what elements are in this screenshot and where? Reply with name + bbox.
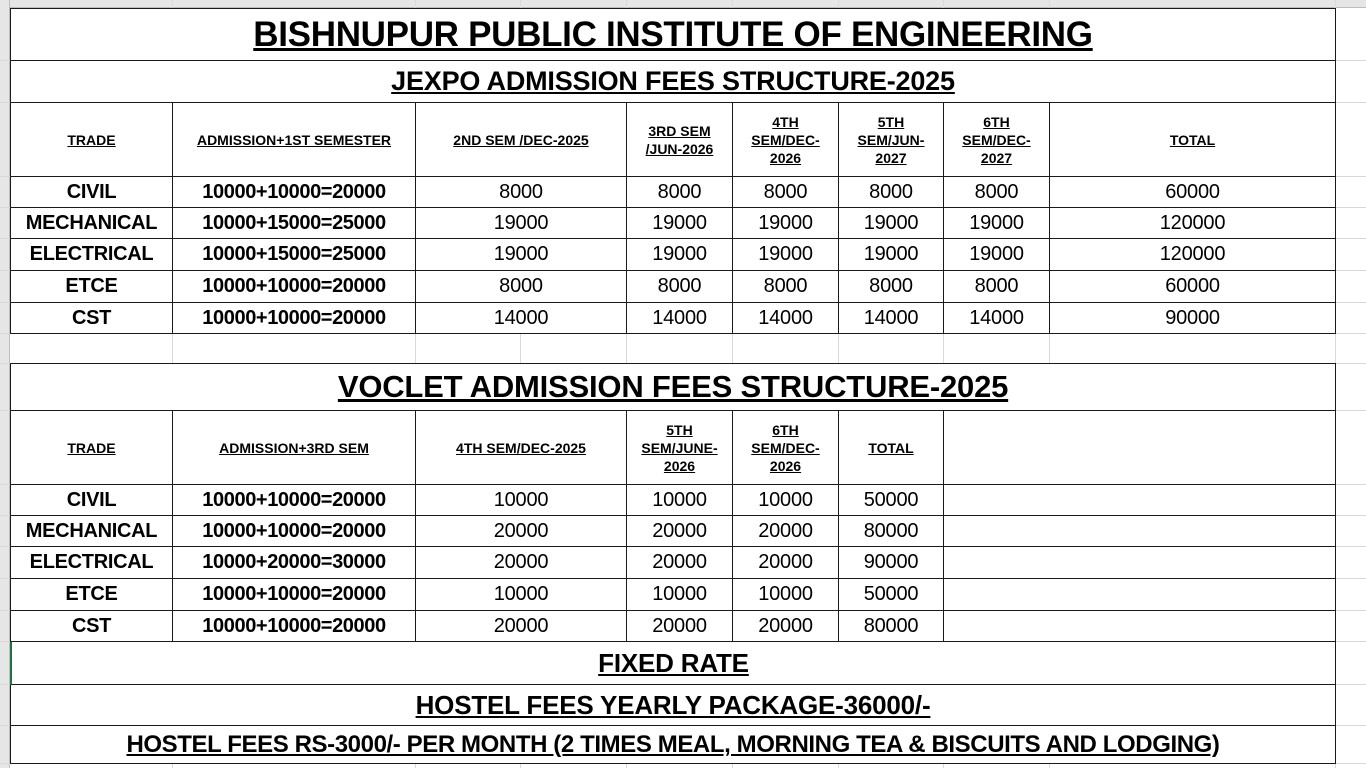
empty-cell[interactable] <box>944 411 1336 485</box>
empty-cell[interactable] <box>944 547 1336 579</box>
sem4-cell[interactable]: 10000 <box>416 579 627 611</box>
trade-cell[interactable]: ELECTRICAL <box>10 239 173 271</box>
jexpo-header-admission[interactable]: ADMISSION+1ST SEMESTER <box>173 103 416 177</box>
jexpo-header-sem6[interactable]: 6TH SEM/DEC-2027 <box>944 103 1050 177</box>
voclet-header-admission[interactable]: ADMISSION+3RD SEM <box>173 411 416 485</box>
hostel-monthly-note[interactable]: HOSTEL FEES RS-3000/- PER MONTH (2 TIMES MEAL, MORNING TEA & BISCUITS AND LODGING) <box>10 726 1336 764</box>
empty-cell[interactable] <box>944 516 1336 547</box>
institute-title[interactable]: BISHNUPUR PUBLIC INSTITUTE OF ENGINEERING <box>10 8 1336 61</box>
total-cell[interactable]: 90000 <box>1050 303 1336 334</box>
trade-cell[interactable]: ELECTRICAL <box>10 547 173 579</box>
jexpo-header-sem2[interactable]: 2ND SEM /DEC-2025 <box>416 103 627 177</box>
voclet-header-total[interactable]: TOTAL <box>839 411 944 485</box>
sem4-cell[interactable]: 19000 <box>733 208 839 239</box>
empty-cell[interactable] <box>944 579 1336 611</box>
sem6-cell[interactable]: 19000 <box>944 239 1050 271</box>
sem4-cell[interactable]: 14000 <box>733 303 839 334</box>
trade-cell[interactable]: CIVIL <box>10 177 173 208</box>
jexpo-header-trade[interactable]: TRADE <box>10 103 173 177</box>
sem4-cell[interactable]: 19000 <box>733 239 839 271</box>
voclet-header-sem5[interactable]: 5TH SEM/JUNE-2026 <box>627 411 733 485</box>
empty-cell[interactable] <box>944 485 1336 516</box>
sem3-cell[interactable]: 19000 <box>627 239 733 271</box>
total-cell[interactable]: 50000 <box>839 579 944 611</box>
voclet-section-title[interactable]: VOCLET ADMISSION FEES STRUCTURE-2025 <box>10 363 1336 411</box>
sem2-cell[interactable]: 19000 <box>416 239 627 271</box>
sem6-cell[interactable]: 10000 <box>733 485 839 516</box>
sem3-cell[interactable]: 14000 <box>627 303 733 334</box>
total-cell[interactable]: 50000 <box>839 485 944 516</box>
sem2-cell[interactable]: 19000 <box>416 208 627 239</box>
admission-cell[interactable]: 10000+10000=20000 <box>173 271 416 303</box>
sem5-cell[interactable]: 20000 <box>627 516 733 547</box>
sem4-cell[interactable]: 20000 <box>416 516 627 547</box>
column-header-strip <box>0 0 1366 8</box>
trade-cell[interactable]: CST <box>10 303 173 334</box>
sem5-cell[interactable]: 14000 <box>839 303 944 334</box>
trade-cell[interactable]: CST <box>10 611 173 642</box>
trade-cell[interactable]: MECHANICAL <box>10 516 173 547</box>
sem5-cell[interactable]: 10000 <box>627 485 733 516</box>
sem5-cell[interactable]: 10000 <box>627 579 733 611</box>
sem5-cell[interactable]: 20000 <box>627 611 733 642</box>
hostel-yearly-note[interactable]: HOSTEL FEES YEARLY PACKAGE-36000/- <box>10 685 1336 726</box>
sem5-cell[interactable]: 20000 <box>627 547 733 579</box>
sem6-cell[interactable]: 20000 <box>733 516 839 547</box>
sem3-cell[interactable]: 8000 <box>627 271 733 303</box>
total-cell[interactable]: 80000 <box>839 516 944 547</box>
voclet-header-trade[interactable]: TRADE <box>10 411 173 485</box>
fixed-rate-note[interactable]: FIXED RATE <box>10 642 1336 685</box>
sem2-cell[interactable]: 8000 <box>416 177 627 208</box>
admission-cell[interactable]: 10000+10000=20000 <box>173 579 416 611</box>
sem5-cell[interactable]: 19000 <box>839 208 944 239</box>
admission-cell[interactable]: 10000+10000=20000 <box>173 516 416 547</box>
sem5-cell[interactable]: 8000 <box>839 177 944 208</box>
total-cell[interactable]: 60000 <box>1050 177 1336 208</box>
sem6-cell[interactable]: 8000 <box>944 177 1050 208</box>
trade-cell[interactable]: ETCE <box>10 271 173 303</box>
sem2-cell[interactable]: 8000 <box>416 271 627 303</box>
jexpo-header-sem4[interactable]: 4TH SEM/DEC-2026 <box>733 103 839 177</box>
jexpo-section-title[interactable]: JEXPO ADMISSION FEES STRUCTURE-2025 <box>10 61 1336 103</box>
sem4-cell[interactable]: 20000 <box>416 547 627 579</box>
sem4-cell[interactable]: 8000 <box>733 177 839 208</box>
sem6-cell[interactable]: 20000 <box>733 611 839 642</box>
jexpo-header-sem3[interactable]: 3RD SEM /JUN-2026 <box>627 103 733 177</box>
total-cell[interactable]: 60000 <box>1050 271 1336 303</box>
admission-cell[interactable]: 10000+10000=20000 <box>173 611 416 642</box>
row-header-strip <box>0 0 10 768</box>
jexpo-header-total[interactable]: TOTAL <box>1050 103 1336 177</box>
sem2-cell[interactable]: 14000 <box>416 303 627 334</box>
sem6-cell[interactable]: 20000 <box>733 547 839 579</box>
total-cell[interactable]: 90000 <box>839 547 944 579</box>
trade-cell[interactable]: CIVIL <box>10 485 173 516</box>
sem6-cell[interactable]: 19000 <box>944 208 1050 239</box>
trade-cell[interactable]: ETCE <box>10 579 173 611</box>
voclet-header-sem6[interactable]: 6TH SEM/DEC-2026 <box>733 411 839 485</box>
sem4-cell[interactable]: 8000 <box>733 271 839 303</box>
admission-cell[interactable]: 10000+15000=25000 <box>173 208 416 239</box>
admission-cell[interactable]: 10000+10000=20000 <box>173 303 416 334</box>
admission-cell[interactable]: 10000+15000=25000 <box>173 239 416 271</box>
total-cell[interactable]: 120000 <box>1050 239 1336 271</box>
voclet-header-sem4[interactable]: 4TH SEM/DEC-2025 <box>416 411 627 485</box>
trade-cell[interactable]: MECHANICAL <box>10 208 173 239</box>
sem6-cell[interactable]: 14000 <box>944 303 1050 334</box>
jexpo-header-sem5[interactable]: 5TH SEM/JUN-2027 <box>839 103 944 177</box>
sem6-cell[interactable]: 8000 <box>944 271 1050 303</box>
sem4-cell[interactable]: 20000 <box>416 611 627 642</box>
admission-cell[interactable]: 10000+10000=20000 <box>173 485 416 516</box>
sem4-cell[interactable]: 10000 <box>416 485 627 516</box>
sem5-cell[interactable]: 8000 <box>839 271 944 303</box>
empty-cell[interactable] <box>944 611 1336 642</box>
sem3-cell[interactable]: 8000 <box>627 177 733 208</box>
sem5-cell[interactable]: 19000 <box>839 239 944 271</box>
admission-cell[interactable]: 10000+20000=30000 <box>173 547 416 579</box>
sem3-cell[interactable]: 19000 <box>627 208 733 239</box>
admission-cell[interactable]: 10000+10000=20000 <box>173 177 416 208</box>
total-cell[interactable]: 80000 <box>839 611 944 642</box>
sem6-cell[interactable]: 10000 <box>733 579 839 611</box>
total-cell[interactable]: 120000 <box>1050 208 1336 239</box>
